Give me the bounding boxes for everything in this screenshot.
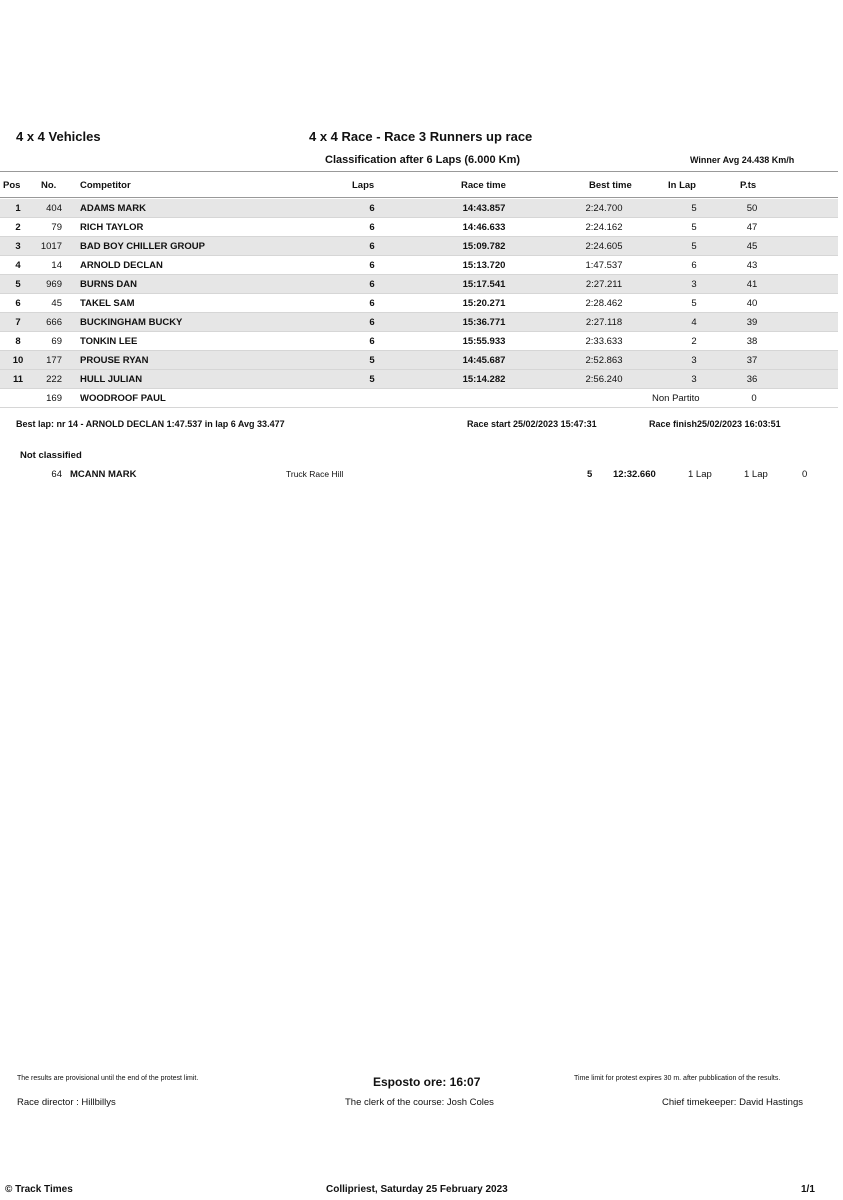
row-pos: 3	[15, 241, 21, 252]
row-competitor: BAD BOY CHILLER GROUP	[80, 241, 205, 252]
row-in-lap: 5	[691, 298, 697, 309]
row-points: 39	[746, 317, 758, 328]
row-laps: 5	[369, 355, 375, 366]
row-no: 169	[46, 393, 62, 404]
table-row	[0, 313, 838, 332]
row-race-time: 15:55.933	[462, 336, 506, 347]
nc-competitor: MCANN MARK	[70, 469, 137, 480]
row-competitor: BUCKINGHAM BUCKY	[80, 317, 183, 328]
col-pos: Pos	[3, 180, 21, 191]
row-no: 666	[46, 317, 62, 328]
row-laps: 6	[369, 317, 375, 328]
nc-no: 64	[51, 469, 62, 480]
nc-time: 12:32.660	[613, 469, 656, 480]
row-in-lap: 5	[691, 222, 697, 233]
row-in-lap: 3	[691, 355, 697, 366]
row-no: 1017	[40, 241, 62, 252]
nc-gap-1: 1 Lap	[688, 469, 712, 480]
provisional-note: The results are provisional until the end of the protest limit.	[17, 1075, 199, 1082]
row-race-time: 15:14.282	[462, 374, 506, 385]
nc-gap-2: 1 Lap	[744, 469, 768, 480]
row-race-time: 14:46.633	[462, 222, 506, 233]
col-laps: Laps	[352, 180, 375, 191]
row-points: 45	[746, 241, 758, 252]
row-competitor: ARNOLD DECLAN	[80, 260, 163, 271]
row-no: 222	[46, 374, 62, 385]
race-finish: Race finish25/02/2023 16:03:51	[649, 419, 781, 429]
table-row	[0, 332, 838, 351]
row-laps: 6	[369, 203, 375, 214]
row-in-lap: 3	[691, 279, 697, 290]
clerk-of-course: The clerk of the course: Josh Coles	[345, 1097, 494, 1108]
row-no: 69	[51, 336, 62, 347]
row-competitor: RICH TAYLOR	[80, 222, 144, 233]
row-points: 36	[746, 374, 758, 385]
row-no: 79	[51, 222, 62, 233]
row-laps: 6	[369, 222, 375, 233]
col-points: P.ts	[740, 180, 757, 191]
row-best-time: 2:28.462	[585, 298, 623, 309]
not-classified-title: Not classified	[20, 450, 82, 461]
row-pos: 4	[15, 260, 21, 271]
row-pos: 2	[15, 222, 21, 233]
row-points: 43	[746, 260, 758, 271]
row-in-lap: 3	[691, 374, 697, 385]
row-status-note: Non Partito	[652, 393, 700, 404]
row-best-time: 2:27.118	[585, 317, 623, 328]
row-best-time: 2:27.211	[585, 279, 623, 290]
row-race-time: 15:17.541	[462, 279, 506, 290]
table-row	[0, 294, 838, 313]
row-competitor: ADAMS MARK	[80, 203, 146, 214]
row-in-lap: 4	[691, 317, 697, 328]
row-best-time: 2:52.863	[585, 355, 623, 366]
row-laps: 6	[369, 241, 375, 252]
best-lap-info: Best lap: nr 14 - ARNOLD DECLAN 1:47.537 in lap 6 Avg 33.477	[16, 419, 285, 429]
row-points: 40	[746, 298, 758, 309]
row-race-time: 15:09.782	[462, 241, 506, 252]
row-no: 404	[46, 203, 62, 214]
row-pos: 11	[12, 374, 24, 385]
copyright: © Track Times	[5, 1184, 73, 1195]
row-laps: 6	[369, 336, 375, 347]
row-no: 45	[51, 298, 62, 309]
row-no: 969	[46, 279, 62, 290]
row-no: 14	[51, 260, 62, 271]
row-pos: 10	[12, 355, 24, 366]
exposed-time: Esposto ore: 16:07	[373, 1075, 481, 1089]
row-best-time: 2:56.240	[585, 374, 623, 385]
col-in-lap: In Lap	[668, 180, 696, 191]
row-competitor: TONKIN LEE	[80, 336, 138, 347]
row-in-lap: 5	[691, 203, 697, 214]
row-pos: 5	[15, 279, 21, 290]
table-row-non-started	[0, 389, 838, 408]
row-points: 0	[751, 393, 757, 404]
results-header	[0, 172, 838, 198]
row-best-time: 1:47.537	[585, 260, 623, 271]
row-points: 47	[746, 222, 758, 233]
row-competitor: HULL JULIAN	[80, 374, 143, 385]
nc-vehicle: Truck Race Hill	[286, 469, 344, 479]
header-bottom-rule	[0, 197, 838, 198]
nc-points: 0	[802, 469, 808, 480]
nc-laps: 5	[587, 469, 593, 480]
race-start: Race start 25/02/2023 15:47:31	[467, 419, 597, 429]
row-no: 177	[46, 355, 62, 366]
row-pos: 7	[15, 317, 21, 328]
row-in-lap: 6	[691, 260, 697, 271]
row-in-lap: 5	[691, 241, 697, 252]
row-competitor: PROUSE RYAN	[80, 355, 149, 366]
row-pos: 6	[15, 298, 21, 309]
row-best-time: 2:24.162	[585, 222, 623, 233]
results-table	[0, 199, 838, 408]
table-row	[0, 218, 838, 237]
row-points: 50	[746, 203, 758, 214]
col-competitor: Competitor	[80, 180, 131, 191]
row-best-time: 2:33.633	[585, 336, 623, 347]
col-best-time: Best time	[589, 180, 632, 191]
row-race-time: 15:36.771	[462, 317, 506, 328]
table-row	[0, 275, 838, 294]
table-row	[0, 370, 838, 389]
row-points: 38	[746, 336, 758, 347]
chief-timekeeper: Chief timekeeper: David Hastings	[662, 1097, 803, 1108]
row-race-time: 15:20.271	[462, 298, 506, 309]
race-director: Race director : Hillbillys	[17, 1097, 116, 1108]
row-pos: 8	[15, 336, 21, 347]
col-race-time: Race time	[461, 180, 506, 191]
row-competitor: WOODROOF PAUL	[80, 393, 166, 404]
race-title: 4 x 4 Race - Race 3 Runners up race	[309, 129, 533, 144]
row-laps: 6	[369, 260, 375, 271]
page-number: 1/1	[801, 1184, 815, 1195]
row-competitor: TAKEL SAM	[80, 298, 135, 309]
row-points: 41	[746, 279, 758, 290]
row-laps: 5	[369, 374, 375, 385]
table-row	[0, 351, 838, 370]
row-pos: 1	[15, 203, 21, 214]
venue-date: Collipriest, Saturday 25 February 2023	[326, 1184, 508, 1195]
classification-title: Classification after 6 Laps (6.000 Km)	[325, 154, 521, 166]
row-best-time: 2:24.700	[585, 203, 623, 214]
row-competitor: BURNS DAN	[80, 279, 137, 290]
row-points: 37	[746, 355, 758, 366]
row-laps: 6	[369, 279, 375, 290]
row-race-time: 14:43.857	[462, 203, 506, 214]
category-title: 4 x 4 Vehicles	[16, 129, 101, 144]
table-row	[0, 256, 838, 275]
row-best-time: 2:24.605	[585, 241, 623, 252]
table-row	[0, 199, 838, 218]
table-row	[0, 237, 838, 256]
row-laps: 6	[369, 298, 375, 309]
row-race-time: 15:13.720	[462, 260, 506, 271]
col-no: No.	[41, 180, 57, 191]
winner-avg: Winner Avg 24.438 Km/h	[690, 155, 795, 165]
protest-limit-note: Time limit for protest expires 30 m. after pubblication of the results.	[574, 1075, 781, 1082]
row-in-lap: 2	[691, 336, 697, 347]
row-race-time: 14:45.687	[462, 355, 506, 366]
